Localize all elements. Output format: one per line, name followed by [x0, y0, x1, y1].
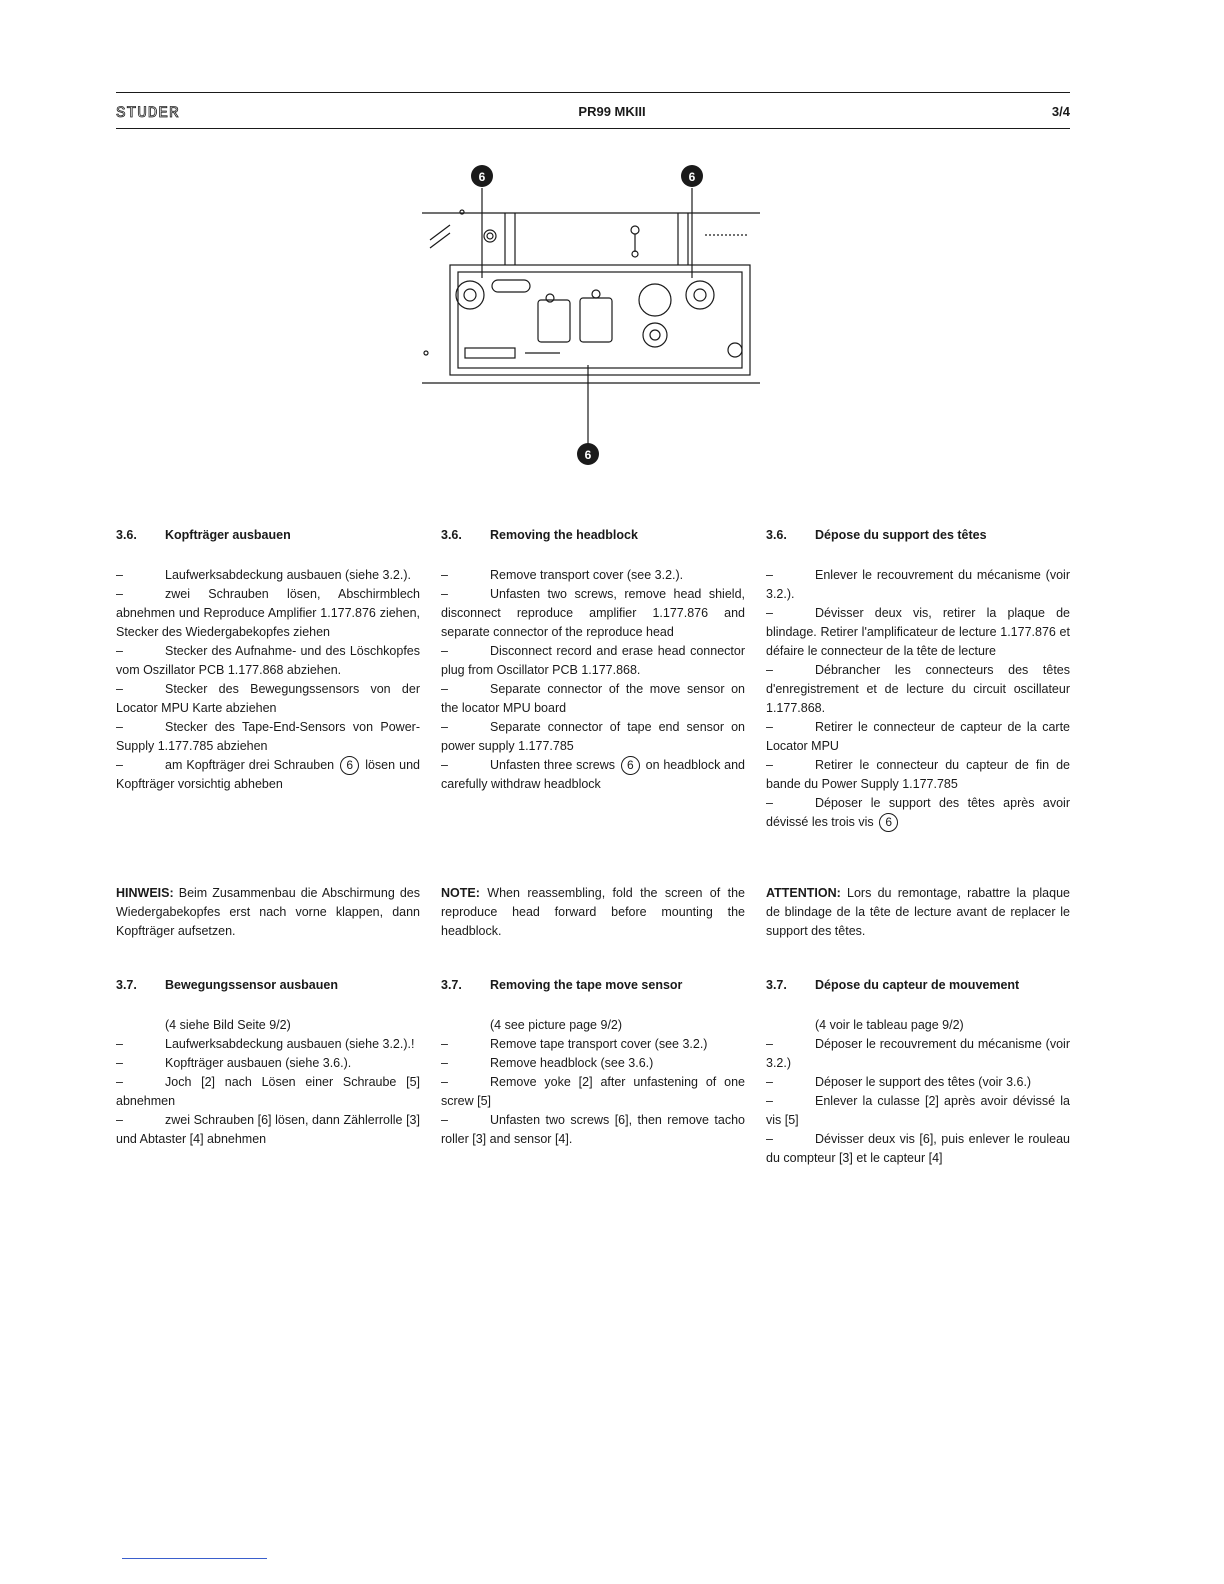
list-item: – Stecker des Bewegungssensors von der Locator MPU Karte abziehen	[116, 682, 420, 715]
list-item: – Enlever le recouvrement du mécanisme (voir 3.2.).	[766, 568, 1070, 601]
english-3-7-steps	[441, 1016, 745, 1149]
list-item: – Joch [2] nach Lösen einer Schraube [5] abnehmen	[116, 1075, 420, 1108]
list-item: – Débrancher les connecteurs des têtes d'enregistrement et de lecture du circuit oscillateur 1.177.868.	[766, 663, 1070, 715]
german-3-7-steps	[116, 1016, 420, 1149]
list-item: – Laufwerksabdeckung ausbauen (siehe 3.2.).	[116, 568, 411, 582]
footer-underline	[122, 1558, 267, 1559]
list-item: – Dévisser deux vis [6], puis enlever le rouleau du compteur [3] et le capteur [4]	[766, 1132, 1070, 1165]
list-item: – Déposer le support des têtes après avoir dévissé les trois vis 6	[766, 794, 1070, 832]
list-item: – Disconnect record and erase head connector plug from Oscillator PCB 1.177.868.	[441, 644, 745, 677]
headblock-diagram	[410, 160, 770, 480]
list-item: – zwei Schrauben lösen, Abschirmblech abnehmen und Reproduce Amplifier 1.177.876 ziehen, Stecker des Wiedergabekopfes ziehen	[116, 587, 420, 639]
french-3-6-steps	[766, 566, 1070, 832]
list-item: – Retirer le connecteur de capteur de la carte Locator MPU	[766, 720, 1070, 753]
list-item: – Enlever la culasse [2] après avoir dévissé la vis [5]	[766, 1094, 1070, 1127]
list-item: – am Kopfträger drei Schrauben 6 lösen und Kopfträger vorsichtig abheben	[116, 758, 420, 791]
list-item: – Remove yoke [2] after unfastening of one screw [5]	[441, 1075, 745, 1108]
list-item: – Déposer le support des têtes (voir 3.6.)	[766, 1075, 1032, 1089]
header-bottom-rule	[116, 128, 1070, 129]
german-note: HINWEIS: Beim Zusammenbau die Abschirmung des Wiedergabekopfes erst nach vorne klappen, dann Kopfträger aufsetzen.	[116, 886, 420, 938]
section-heading-en-3-7: 3.7. Removing the tape move sensor	[441, 978, 683, 992]
list-item: – Remove headblock (see 3.6.)	[441, 1056, 654, 1070]
list-item: (4 see picture page 9/2)	[490, 1018, 623, 1032]
french-note: ATTENTION: Lors du remontage, rabattre la plaque de blindage de la tête de lecture avant de replacer le support des têtes.	[766, 886, 1070, 938]
callout-label-right: 6	[688, 170, 696, 184]
french-3-7-steps	[766, 1016, 1070, 1168]
english-3-6-steps	[441, 566, 745, 794]
section-heading-en-3-6: 3.6. Removing the headblock	[441, 528, 638, 542]
callout-label-bottom: 6	[584, 448, 592, 462]
list-item: (4 voir le tableau page 9/2)	[815, 1018, 964, 1032]
section-heading-fr-3-7: 3.7. Dépose du capteur de mouvement	[766, 978, 1020, 992]
list-item: – Dévisser deux vis, retirer la plaque de blindage. Retirer l'amplificateur de lecture 1.177.876 et défaire le connecteur de la tête de lecture	[766, 606, 1070, 658]
list-item: – Laufwerksabdeckung ausbauen (siehe 3.2.).!	[116, 1037, 415, 1051]
list-item: – Déposer le recouvrement du mécanisme (voir 3.2.)	[766, 1037, 1070, 1070]
list-item: – Unfasten two screws [6], then remove tacho roller [3] and sensor [4].	[441, 1113, 745, 1146]
list-item: – Stecker des Tape-End-Sensors von Power-Supply 1.177.785 abziehen	[116, 720, 420, 753]
list-item: – Stecker des Aufnahme- und des Löschkopfes vom Oszillator PCB 1.177.868 abziehen.	[116, 644, 420, 677]
list-item: – Kopfträger ausbauen (siehe 3.6.).	[116, 1056, 352, 1070]
header-top-rule	[116, 92, 1070, 93]
list-item: – Remove transport cover (see 3.2.).	[441, 568, 684, 582]
section-heading-fr-3-6: 3.6. Dépose du support des têtes	[766, 528, 987, 542]
callout-markers	[471, 165, 703, 465]
callout-label-left: 6	[478, 170, 486, 184]
list-item: – Retirer le connecteur du capteur de fin de bande du Power Supply 1.177.785	[766, 758, 1070, 791]
list-item: – Unfasten three screws 6 on headblock and carefully withdraw headblock	[441, 758, 745, 791]
callout-ref: 6	[879, 813, 898, 832]
list-item: – zwei Schrauben [6] lösen, dann Zählerrolle [3] und Abtaster [4] abnehmen	[116, 1113, 420, 1146]
section-heading-de-3-6: 3.6. Kopfträger ausbauen	[116, 528, 291, 542]
list-item: – Separate connector of tape end sensor on power supply 1.177.785	[441, 720, 745, 753]
callout-ref: 6	[621, 756, 640, 775]
section-heading-de-3-7: 3.7. Bewegungssensor ausbauen	[116, 978, 338, 992]
german-3-6-steps	[116, 566, 420, 794]
studer-logo: STUDER	[116, 104, 180, 122]
list-item: – Separate connector of the move sensor on the locator MPU board	[441, 682, 745, 715]
list-item: – Remove tape transport cover (see 3.2.)	[441, 1037, 708, 1051]
english-note: NOTE: When reassembling, fold the screen of the reproduce head forward before mounting the headblock.	[441, 886, 745, 938]
callout-ref: 6	[340, 756, 359, 775]
model-title: PR99 MKIII	[578, 104, 646, 119]
list-item: (4 siehe Bild Seite 9/2)	[165, 1018, 291, 1032]
list-item: – Unfasten two screws, remove head shield, disconnect reproduce amplifier 1.177.876 and separate connector of the reproduce head	[441, 587, 745, 639]
page-number: 3/4	[1051, 104, 1070, 119]
